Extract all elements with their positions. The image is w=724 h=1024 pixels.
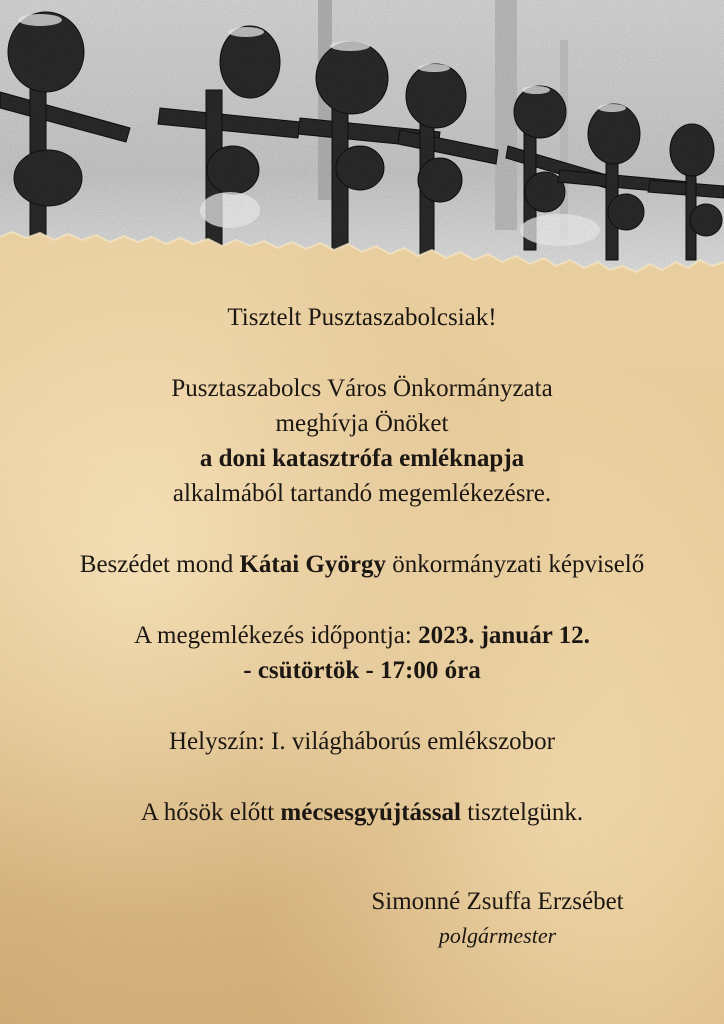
greeting: Tisztelt Pusztaszabolcsiak! [227, 304, 497, 331]
speaker-prefix: Beszédet mond [79, 551, 234, 578]
schedule-date: 2023. január 12. [418, 622, 590, 649]
schedule-label: A megemlékezés időpontja: [134, 622, 412, 649]
location-line: Helyszín: I. világháborús emlékszobor [168, 728, 555, 755]
tribute-prefix: A hősök előtt [140, 799, 275, 826]
memorial-crosses-photo [0, 0, 724, 290]
speaker-role: önkormányzati képviselő [392, 551, 645, 578]
speaker-line [0, 547, 724, 582]
schedule-line [0, 618, 724, 653]
invitation-text [0, 300, 724, 830]
occasion-title: a doni katasztrófa emléknapja [199, 445, 525, 472]
signatory-title: polgármester [438, 923, 557, 948]
tribute-emphasis: mécsesgyújtással [280, 799, 461, 826]
tribute-suffix: tisztelgünk. [467, 799, 584, 826]
signature-block [300, 884, 695, 952]
signatory-name: Simonné Zsuffa Erzsébet [371, 888, 624, 915]
speaker-name: Kátai György [239, 551, 386, 578]
schedule-day-time: - csütörtök - 17:00 óra [243, 657, 481, 684]
organizer-line: Pusztaszabolcs Város Önkormányzata [171, 375, 553, 402]
tribute-line [0, 795, 724, 830]
occasion-line: alkalmából tartandó megemlékezésre. [172, 480, 552, 507]
invite-line: meghívja Önöket [275, 410, 449, 437]
